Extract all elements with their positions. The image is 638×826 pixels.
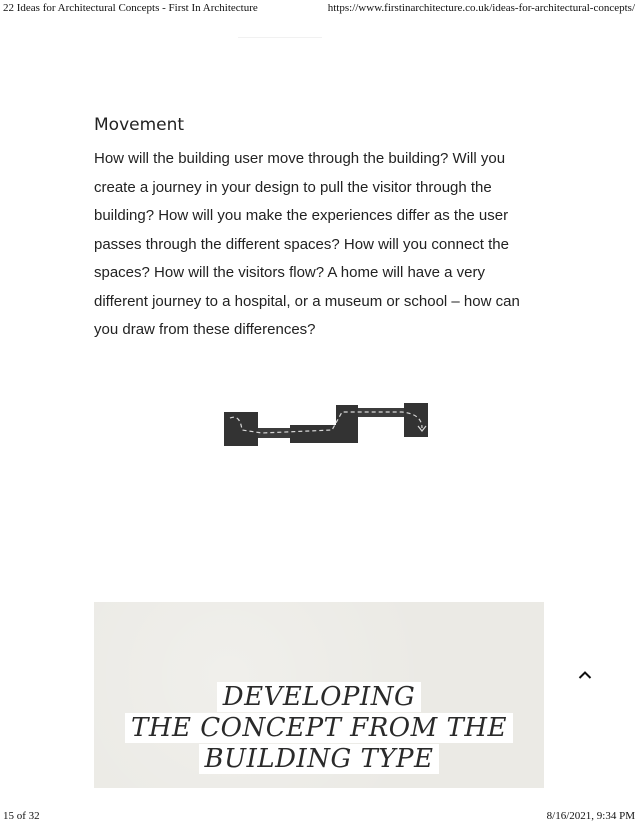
diagram-block	[224, 412, 258, 446]
chevron-up-icon	[578, 670, 592, 680]
banner-title	[94, 682, 544, 775]
movement-diagram	[222, 400, 432, 448]
diagram-block	[404, 403, 428, 437]
banner-line: DEVELOPING	[217, 682, 421, 712]
print-header-title: 22 Ideas for Architectural Concepts - First In Architecture	[3, 2, 258, 14]
section-body: How will the building user move through the building? Will you create a journey in your design to pull the visitor through the building? How will you make the experiences differ as the user passes through the different spaces? How will you connect the spaces? How will the visitors flow? A home will have a very different journey to a hospital, or a museum or school – how can you draw from these differences?	[94, 150, 520, 338]
scroll-to-top-button[interactable]	[574, 664, 596, 686]
print-header-url: https://www.firstinarchitecture.co.uk/ideas-for-architectural-concepts/	[327, 2, 635, 14]
page-number: 15 of 32	[3, 810, 40, 822]
concept-banner	[94, 602, 544, 788]
section-heading: Movement	[94, 115, 185, 135]
diagram-block	[336, 405, 358, 443]
diagram-block	[290, 425, 338, 443]
banner-line: BUILDING TYPE	[199, 744, 440, 774]
divider	[238, 37, 322, 38]
print-datetime: 8/16/2021, 9:34 PM	[546, 810, 635, 822]
print-footer	[0, 808, 638, 826]
banner-line: THE CONCEPT FROM THE	[125, 713, 513, 743]
print-header	[0, 0, 638, 16]
